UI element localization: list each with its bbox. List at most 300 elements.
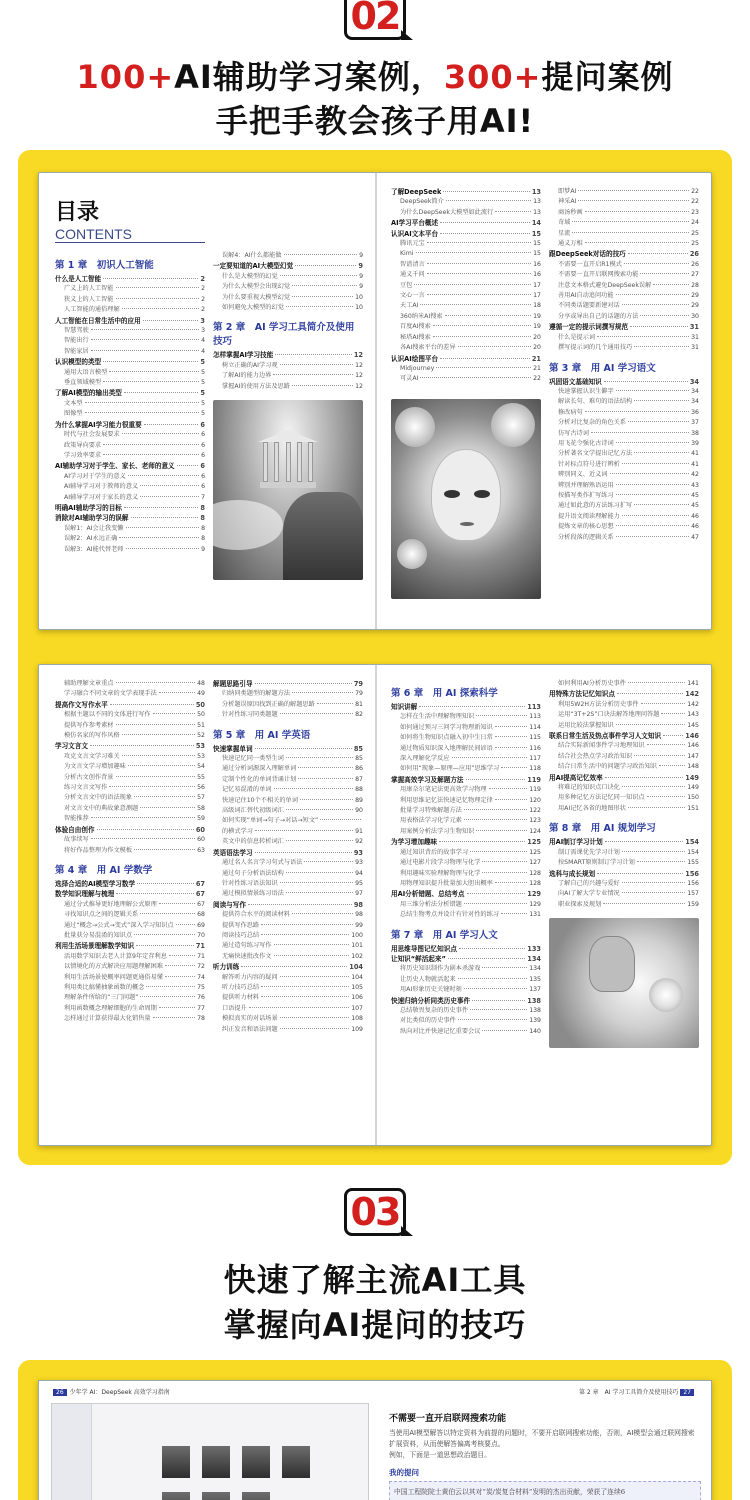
entry-title: 掌握AI的使用方法及思路 [222,382,290,390]
toc-subsection-entry [391,374,541,384]
toc-subsection-entry [213,371,363,381]
toc-column [55,679,205,1035]
question-box: 中国工程院院士黄伯云以其对“炭/炭复合材料”发明的杰出贡献，荣获了连续6 [389,1481,701,1500]
entry-title: 通过电影片段学习物理与化学 [400,859,481,867]
entry-page-number: 41 [691,450,699,458]
entry-title: 分析古文创作背景 [64,773,114,781]
page-headers [39,1381,711,1396]
toc-section-entry [213,261,363,271]
entry-page-number: 17 [533,281,541,289]
leader-dots [501,913,527,914]
toc-subsection-entry [391,364,541,374]
leader-dots [482,1030,527,1031]
leader-dots [119,537,199,538]
entry-page-number: 155 [687,859,699,867]
entry-title: 听力技巧总结 [222,983,260,991]
entry-title: 用多种记忆方法记忆同一知识点 [558,794,645,802]
toc-subsection-entry [213,785,363,795]
entry-title: 制订需课优先学习计划 [558,848,620,856]
entry-title: AI辅导学习对于家长的意义 [64,493,139,501]
flower-shape [397,539,427,569]
toc-subsection-entry [549,387,699,397]
leader-dots [605,777,684,778]
toc-section-entry [213,848,363,858]
toc-column [549,679,699,1048]
toc-subsection-entry [213,689,363,699]
leader-dots [280,1028,350,1029]
toc-subsection-entry [55,689,205,699]
entry-title: 通过如此意的方法练习扩写 [558,502,633,510]
entry-page-number: 128 [529,879,541,887]
entry-title: 根据主题以不同的文体进行写作 [64,711,151,719]
entry-page-number: 2 [201,295,205,303]
entry-title: AI学习对于学生的意义 [64,472,126,480]
chapter-heading: 第 4 章 用 AI 学数学 [55,864,153,876]
toc-subsection-entry [213,700,363,710]
entry-page-number: 30 [691,312,699,320]
leader-dots [91,350,199,351]
leader-dots [443,191,529,192]
entry-page-number: 63 [197,846,205,854]
entry-page-number: 92 [355,838,363,846]
toc-subsection-entry [55,993,205,1003]
toc-subsection-entry [55,793,205,803]
entry-title: 按描写类作扩写练习 [558,491,614,499]
entry-page-number: 117 [529,755,541,763]
toc-frame [18,150,732,1165]
leader-dots [144,424,199,425]
toc-subsection-entry [391,975,541,985]
entry-page-number: 26 [689,250,699,259]
leader-dots [284,254,358,255]
entry-page-number: 129 [527,890,541,899]
toc-subsection-entry [391,343,541,353]
toc-subsection-entry [55,295,205,305]
entry-title: 消除对AI辅助学习的误解 [55,514,129,523]
image-thumbnail [202,1492,230,1500]
leader-dots [433,336,531,337]
entry-title: 天工AI [400,302,419,310]
body-paragraph: 当使用AI模型解答以特定资料为前提的问题时，不要开启联网搜索功能，否则，AI模型会通过联网搜索扩展资料，从而使解答偏离考核要点。 [389,1429,695,1448]
toc-subsection-entry [391,208,541,218]
entry-page-number: 67 [195,879,205,888]
leader-dots [634,346,689,347]
app-screenshot [51,1403,369,1500]
entry-title: 纵向对比并快速记忆重要会议 [400,1027,481,1035]
entry-page-number: 58 [197,804,205,812]
entry-title: 高级词汇替代初级词汇 [222,807,284,815]
entry-page-number: 123 [529,817,541,825]
entry-title: Kimi [400,250,414,258]
toc-subsection-entry [55,430,205,440]
entry-page-number: 141 [687,680,699,687]
toc-section-entry [549,689,699,699]
entry-title: 误解2：AI永远正确 [64,535,118,543]
leader-dots [159,903,195,904]
entry-page-number: 31 [691,344,699,352]
temple-illustration [213,400,363,580]
entry-title: 针对性练习同类题题 [222,711,278,719]
entry-page-number: 55 [197,773,205,781]
toc-section-entry [213,679,363,689]
entry-title: 用AI形象历史关键时刻 [400,986,462,994]
leader-dots [292,692,353,693]
entry-page-number: 48 [197,680,205,687]
entry-page-number: 119 [529,786,541,794]
entry-page-number: 29 [691,302,699,310]
leader-dots [140,996,195,997]
leader-dots [616,494,689,495]
leader-dots [640,315,689,316]
left-page-header-text: 少年学 AI：DeepSeek 高效学习指南 [69,1389,170,1396]
entry-page-number: 89 [355,796,363,804]
entry-page-number: 127 [529,859,541,867]
entry-title: 为什么大模型会出现幻觉 [222,283,291,291]
entry-page-number: 60 [197,836,205,844]
entry-title: 通过“概念→公式→变式”深入学习知识点 [64,921,174,929]
entry-title: 分析题误原因找到正确的解题思路 [222,700,315,708]
entry-title: 狭义上的人工智能 [64,295,114,303]
leader-dots [126,527,200,528]
entry-page-number: 46 [691,523,699,531]
entry-page-number: 50 [197,711,205,719]
entry-page-number: 9 [359,252,363,259]
entry-title: 总结敬畏复杂的历史事件 [400,1006,469,1014]
toc-subsection-entry [213,361,363,371]
toc-subsection-entry [55,721,205,731]
entry-page-number: 17 [533,292,541,300]
toc-subsection-entry [391,869,541,879]
entry-page-number: 122 [529,807,541,815]
entry-title: 模仿名家的写作风格 [64,732,120,740]
entry-page-number: 100 [351,931,363,939]
toc-section-entry [55,825,205,835]
entry-page-number: 15 [533,250,541,258]
entry-page-number: 134 [529,965,541,973]
entry-page-number: 143 [687,711,699,719]
toc-subsection-entry [213,993,363,1003]
leader-dots [298,778,353,779]
entry-page-number: 93 [355,859,363,867]
leader-dots [134,934,195,935]
leader-dots [628,807,685,808]
entry-title: 活用数学知识去老人计算9年定存利息 [64,952,167,960]
entry-page-number: 145 [687,721,699,729]
leader-dots [597,336,689,337]
leader-dots [628,253,688,254]
toc-subsection-entry [549,187,699,197]
headline-text-1: AI辅助学习案例， [174,58,444,96]
entry-title: 故事续写 [64,836,89,844]
entry-title: 误解1：AI会让我变懒 [64,524,124,532]
right-page-number: 27 [680,1389,694,1396]
toc-subsection-entry [213,710,363,720]
leader-dots [440,222,530,223]
leader-dots [427,294,531,295]
toc-page-4 [375,665,711,1145]
toc-subsection-entry [55,368,205,378]
toc-subsection-entry [55,814,205,824]
chapter-heading: 第 3 章 用 AI 学习语文 [549,362,656,374]
toc-subsection-entry [55,804,205,814]
entry-page-number: 5 [201,410,205,418]
leader-dots [165,965,195,966]
entry-title: 认识AI绘图平台 [391,354,439,363]
toc-subsection-entry [391,1016,541,1026]
toc-subsection-entry [391,848,541,858]
entry-title: 提升语文阅读理解能力 [558,512,620,520]
leader-dots [91,838,195,839]
leader-dots [467,893,526,894]
entry-title: 联系日常生活及热点事件学习人文知识 [549,732,662,741]
entry-page-number: 6 [201,472,205,480]
entry-title: 文本型 [64,399,83,407]
leader-dots [482,967,527,968]
entry-page-number: 25 [691,240,699,248]
entry-page-number: 5 [200,389,205,398]
leader-dots [427,263,531,264]
entry-title: 提供写作参考素材 [64,721,114,729]
toc-column [549,187,699,599]
toc-section-entry [391,996,541,1006]
entry-title: 跟DeepSeek对话的技巧 [549,250,626,259]
entry-title: 口语提升 [222,1004,247,1012]
toc-subsection-entry [391,806,541,816]
leader-dots [136,945,194,946]
entry-page-number: 6 [200,420,205,429]
entry-page-number: 86 [355,765,363,773]
entry-page-number: 71 [195,942,205,951]
section-02-number: 02 [350,0,400,38]
entry-page-number: 156 [685,869,699,878]
leader-dots [419,706,525,707]
toc-subsection-entry [213,910,363,920]
toc-section-entry [391,837,541,847]
leader-dots [603,903,685,904]
app-sidebar [52,1404,92,1500]
entry-title: 通义万相 [558,240,583,248]
entry-page-number: 45 [691,502,699,510]
entry-page-number: 77 [197,1004,205,1012]
entry-page-number: 125 [527,838,541,847]
toc-subsection-entry [213,806,363,816]
entry-title: 利用趣味实验理解物理与化学 [400,869,481,877]
entry-title: 智能家居 [64,347,89,355]
entry-page-number: 29 [691,292,699,300]
leader-dots [295,265,356,266]
entry-page-number: 9 [359,283,363,291]
leader-dots [647,796,686,797]
toc-list [549,679,699,910]
entry-page-number: 146 [685,732,699,741]
image-thumbnail [242,1446,270,1478]
toc-subsection-entry [213,816,363,826]
toc-subsection-entry [391,910,541,920]
leader-dots [578,190,689,191]
toc-column [55,251,205,580]
entry-title: 360纳米AI搜索 [400,312,443,320]
toc-subsection-entry [55,731,205,741]
leader-dots [300,799,353,800]
toc-section-entry [549,773,699,783]
entry-page-number: 8 [200,503,205,512]
leader-dots [628,421,689,422]
entry-title: 仿写古诗词 [558,429,589,437]
entry-title: 政策导向要求 [64,441,102,449]
leader-dots [448,958,525,959]
toc-subsection-entry [55,347,205,357]
leader-dots [495,211,531,212]
toc-subsection-entry [55,921,205,931]
leader-dots [274,944,350,945]
toc-section-entry [55,700,205,710]
entry-page-number: 57 [197,794,205,802]
entry-title: 提供符合水平的阅读材料 [222,911,291,919]
entry-title: 了解自己的兴趣与爱好 [558,879,620,887]
toc-subsection-entry [391,816,541,826]
entry-title: 解题思路引导 [213,680,253,688]
entry-page-number: 70 [197,931,205,939]
flower-shape [395,407,435,447]
toc-subsection-entry [391,1006,541,1016]
leader-dots [248,904,352,905]
leader-dots [280,882,353,883]
toc-subsection-entry [213,796,363,806]
leader-dots [122,308,199,309]
entry-title: 通过物质知识深入地理解民间谚语 [400,744,493,752]
right-page-header [579,1387,697,1396]
leader-dots [445,315,532,316]
leader-dots [298,767,353,768]
entry-title: 为文言文学习增加趣味 [64,763,126,771]
leader-dots [280,976,350,977]
entry-page-number: 4 [201,347,205,355]
leader-dots [134,849,195,850]
entry-page-number: 138 [527,996,541,1005]
toc-section-entry [55,941,205,951]
entry-page-number: 113 [527,703,541,711]
toc-subsection-entry [391,312,541,322]
entry-page-number: 79 [353,680,363,688]
toc-section-entry [213,962,363,972]
entry-page-number: 8 [201,535,205,543]
entry-title: 让历史人物就活起来 [400,975,456,983]
leader-dots [585,211,689,212]
leader-dots [122,755,195,756]
entry-page-number: 45 [691,491,699,499]
toc-subsection-entry [213,293,363,303]
leader-dots [420,304,531,305]
leader-dots [622,786,685,787]
toc-subsection-entry [55,409,205,419]
toc-section-entry [549,249,699,259]
entry-page-number: 147 [687,752,699,760]
entry-page-number: 15 [533,240,541,248]
toc-subtitle: CONTENTS [55,226,205,243]
leader-dots [616,525,689,526]
leader-dots [116,776,196,777]
entry-title: 体验自由创作 [55,825,95,834]
toc-section-entry [213,900,363,910]
entry-title: 通过分析词源深入理解单词 [222,765,297,773]
entry-title: 腾讯元宝 [400,240,425,248]
entry-title: 如何通过预习三问学习物理新知识 [400,723,493,731]
leader-dots [604,381,688,382]
toc-subsection-entry [549,229,699,239]
entry-page-number: 131 [529,911,541,919]
toc-subsection-entry [213,1025,363,1035]
entry-page-number: 4 [201,337,205,345]
entry-title: 分析段落的逻辑关系 [558,533,614,541]
toc-subsection-entry [549,291,699,301]
toc-subsection-entry [549,679,699,689]
toc-subsection-entry [391,281,541,291]
entry-title: 按SMART原则制订学习计划 [558,859,635,867]
toc-section-entry [55,357,205,367]
section-03-badge [344,1188,406,1236]
section-02-headline-1 [0,52,750,98]
image-thumbnail [242,1492,270,1500]
leader-dots [177,465,199,466]
entry-title: 商汤秒画 [558,208,583,216]
entry-title: 通过造句练习写作 [222,942,272,950]
toc-subsection-entry [549,208,699,218]
leader-dots [241,966,347,967]
toc-section-entry [213,744,363,754]
entry-page-number: 6 [201,441,205,449]
leader-dots [459,948,525,949]
entry-title: 针对标点符号进行辨析 [558,460,620,468]
leader-dots [116,298,200,299]
entry-title: 批量学习特殊解题方法 [400,807,462,815]
entry-title: 快速归纳分析同类历史事件 [391,996,471,1005]
toc-subsection-entry [391,270,541,280]
entry-title: 运用“3T+2S”口诀法解答地理问答题 [558,711,660,719]
entry-title: 针对性练习语法知识 [222,879,278,887]
leader-dots [124,392,199,393]
entry-title: 神采AI [558,198,577,206]
entry-page-number: 10 [355,293,363,301]
leader-dots [433,325,531,326]
entry-page-number: 28 [691,281,699,289]
entry-title: 了解AI的能力边界 [222,372,272,380]
leader-dots [159,692,195,693]
toc-subsection-entry [549,270,699,280]
toc-subsection-entry [55,1004,205,1014]
entry-title: 分析文言文中的语法现象 [64,794,133,802]
toc-subsection-entry [213,889,363,899]
entry-page-number: 12 [355,372,363,380]
leader-dots [116,724,196,725]
leader-dots [91,817,195,818]
leader-dots [634,452,689,453]
entry-page-number: 12 [355,361,363,369]
entry-page-number: 116 [529,744,541,752]
entry-page-number: 5 [200,358,205,367]
toc-subsection-entry [213,837,363,847]
leader-dots [637,861,685,862]
entry-page-number: 51 [197,721,205,729]
headline-text-2: 提问案例 [541,58,674,96]
body-paragraph: 例如，下面是一道思想政治题目。 [389,1451,491,1459]
entry-title: 提供写作思路 [222,921,260,929]
toc-subsection-entry [391,1027,541,1037]
toc-section-entry [549,837,699,847]
leader-dots [616,484,689,485]
entry-page-number: 138 [529,1006,541,1014]
toc-section-entry [55,420,205,430]
leader-dots [292,296,353,297]
